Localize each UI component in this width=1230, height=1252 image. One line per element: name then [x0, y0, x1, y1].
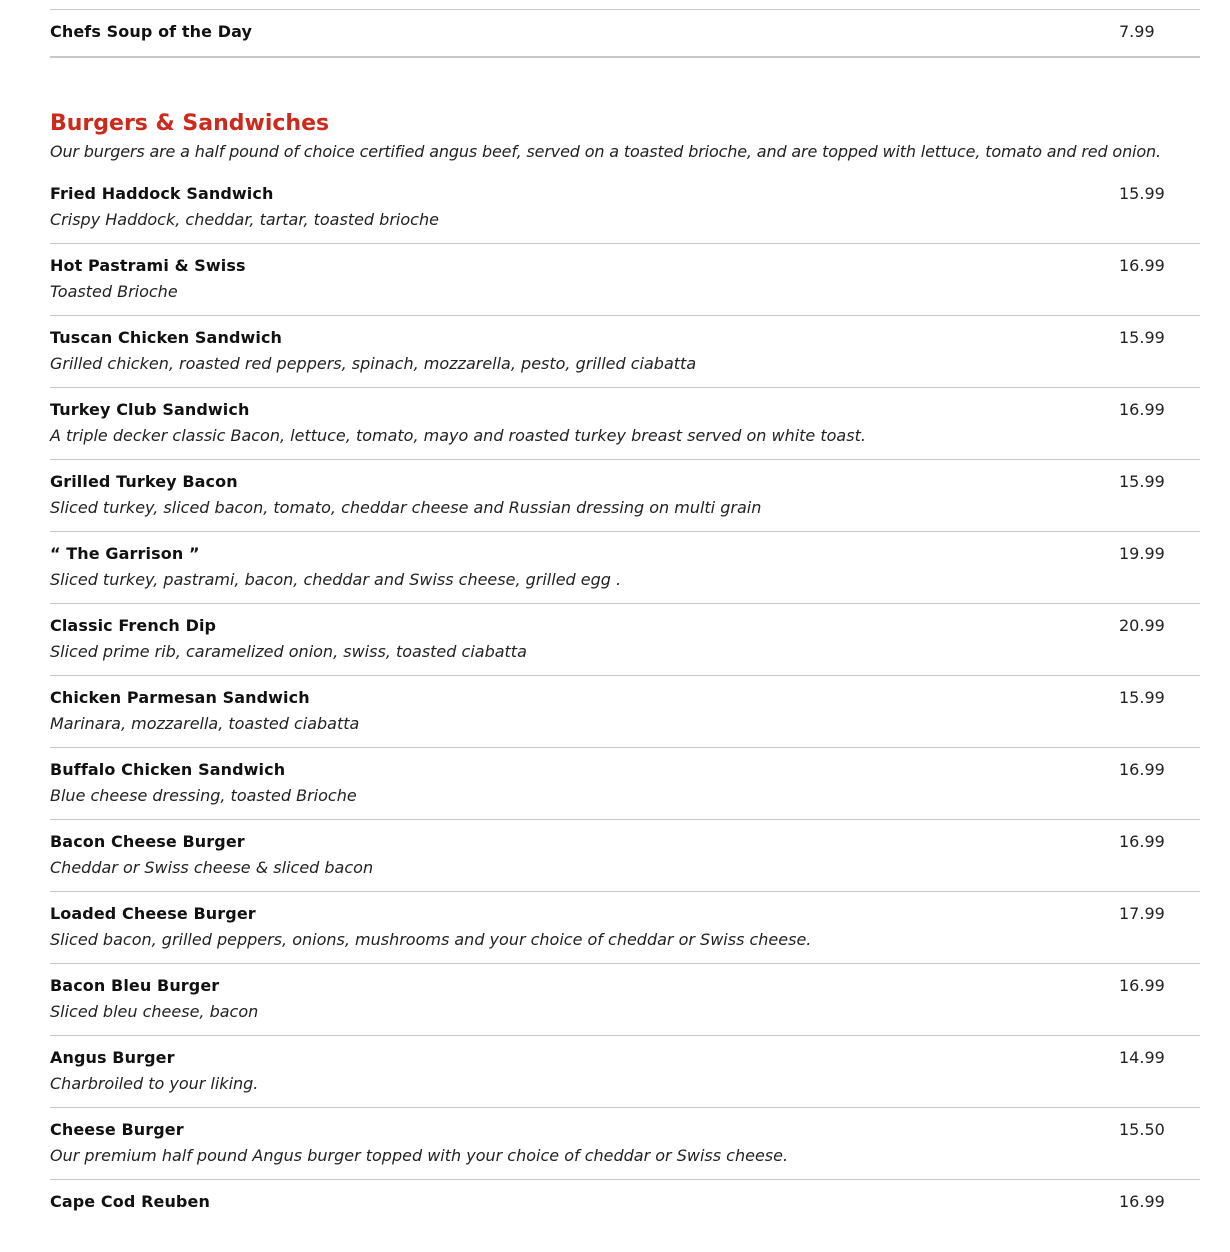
- item-name: Bacon Cheese Burger: [50, 832, 245, 851]
- item-description: Charbroiled to your liking.: [50, 1074, 259, 1093]
- item-description: Sliced bleu cheese, bacon: [50, 1002, 259, 1021]
- item-price: 15.50: [1119, 1120, 1165, 1139]
- item-description: Toasted Brioche: [50, 282, 178, 301]
- item-price: 16.99: [1119, 400, 1165, 419]
- item-name: Classic French Dip: [50, 616, 217, 635]
- item-price: 16.99: [1119, 760, 1165, 779]
- section-intro: Our burgers are a half pound of choice certified angus beef, served on a toasted brioche, and are topped with lettuce, tomato and red onion.: [50, 142, 1161, 161]
- section-header-burgers-sandwiches: [50, 57, 1200, 172]
- item-description: Sliced bacon, grilled peppers, onions, mushrooms and your choice of cheddar or Swiss cheese.: [50, 930, 812, 949]
- item-price: 16.99: [1119, 832, 1165, 851]
- item-name: Loaded Cheese Burger: [50, 904, 256, 923]
- item-name: Angus Burger: [50, 1048, 175, 1067]
- item-price: 17.99: [1119, 904, 1165, 923]
- menu-item: [50, 1180, 1200, 1252]
- menu-item: [50, 172, 1200, 244]
- item-price: 20.99: [1119, 616, 1165, 635]
- item-description: Crispy Haddock, cheddar, tartar, toasted brioche: [50, 210, 439, 229]
- item-name: Hot Pastrami & Swiss: [50, 256, 246, 275]
- divider: [50, 0, 1200, 10]
- item-description: Our premium half pound Angus burger topped with your choice of cheddar or Swiss cheese.: [50, 1146, 789, 1165]
- item-description: Sliced prime rib, caramelized onion, swiss, toasted ciabatta: [50, 642, 527, 661]
- item-name: “ The Garrison ”: [50, 544, 200, 563]
- menu-item: [50, 676, 1200, 748]
- item-name: Fried Haddock Sandwich: [50, 184, 274, 203]
- item-name: Turkey Club Sandwich: [50, 400, 250, 419]
- menu-item: [50, 388, 1200, 460]
- menu-item: [50, 604, 1200, 676]
- menu-item: [50, 748, 1200, 820]
- item-name: Chefs Soup of the Day: [50, 22, 253, 41]
- menu-item: [50, 1108, 1200, 1180]
- menu-item: [50, 892, 1200, 964]
- item-description: Sliced turkey, sliced bacon, tomato, cheddar cheese and Russian dressing on multi grain: [50, 498, 762, 517]
- item-price: 14.99: [1119, 1048, 1165, 1067]
- item-price: 7.99: [1119, 22, 1155, 41]
- menu-item: [50, 964, 1200, 1036]
- menu-item: [50, 532, 1200, 604]
- item-price: 15.99: [1119, 184, 1165, 203]
- item-description: Sliced turkey, pastrami, bacon, cheddar and Swiss cheese, grilled egg .: [50, 570, 622, 589]
- menu-item-soup-of-the-day: [50, 10, 1200, 57]
- item-price: 19.99: [1119, 544, 1165, 563]
- menu-page: [50, 0, 1200, 1252]
- section-title: Burgers & Sandwiches: [50, 111, 330, 136]
- item-name: Buffalo Chicken Sandwich: [50, 760, 286, 779]
- menu-item: [50, 460, 1200, 532]
- item-name: Grilled Turkey Bacon: [50, 472, 238, 491]
- item-price: 15.99: [1119, 328, 1165, 347]
- menu-item: [50, 820, 1200, 892]
- item-description: Marinara, mozzarella, toasted ciabatta: [50, 714, 360, 733]
- item-description: A triple decker classic Bacon, lettuce, tomato, mayo and roasted turkey breast served on white toast.: [50, 426, 866, 445]
- menu-item: [50, 1036, 1200, 1108]
- item-description: Cheddar or Swiss cheese & sliced bacon: [50, 858, 374, 877]
- item-price: 16.99: [1119, 1192, 1165, 1211]
- menu-item: [50, 244, 1200, 316]
- item-name: Cheese Burger: [50, 1120, 184, 1139]
- item-name: Tuscan Chicken Sandwich: [50, 328, 283, 347]
- item-price: 16.99: [1119, 256, 1165, 275]
- item-price: 15.99: [1119, 688, 1165, 707]
- item-description: Blue cheese dressing, toasted Brioche: [50, 786, 357, 805]
- item-name: Bacon Bleu Burger: [50, 976, 220, 995]
- item-name: Chicken Parmesan Sandwich: [50, 688, 310, 707]
- item-price: 15.99: [1119, 472, 1165, 491]
- menu-item: [50, 316, 1200, 388]
- item-price: 16.99: [1119, 976, 1165, 995]
- item-description: Grilled chicken, roasted red peppers, spinach, mozzarella, pesto, grilled ciabatta: [50, 354, 697, 373]
- item-name: Cape Cod Reuben: [50, 1192, 210, 1211]
